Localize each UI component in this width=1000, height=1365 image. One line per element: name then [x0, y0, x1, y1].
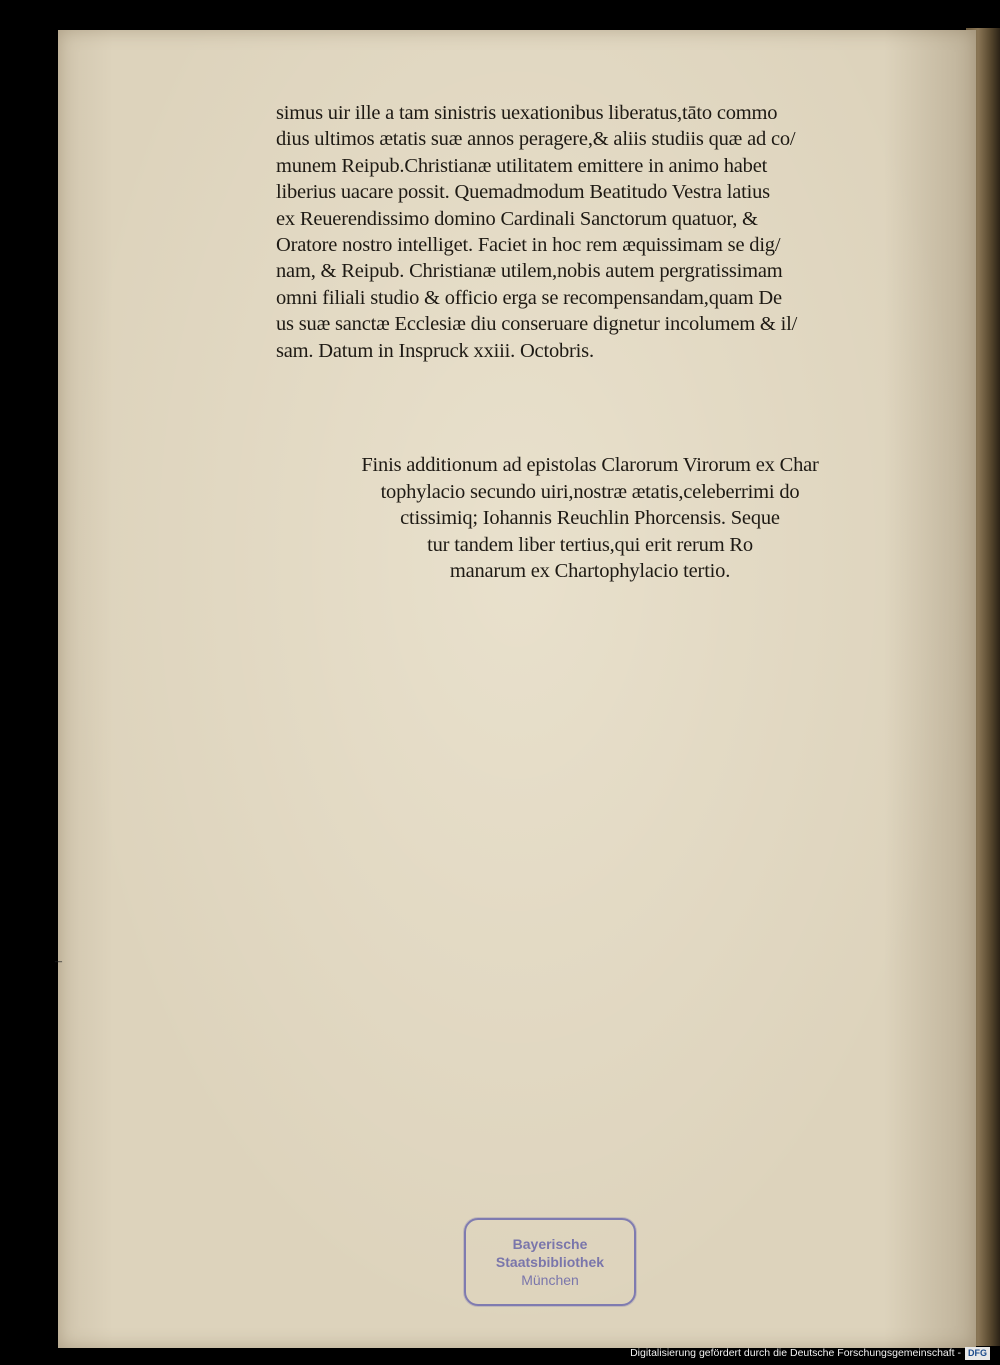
colophon-line: tur tandem liber tertius,qui erit rerum Ro [427, 533, 753, 556]
text-line: us suæ sanctæ Ecclesiæ diu conseruare dignetur incolumem & il/ [276, 313, 798, 336]
stamp-line-2: Staatsbibliothek [495, 1254, 605, 1270]
colophon-line: Finis additionum ad epistolas Clarorum Virorum ex Char [361, 454, 819, 476]
text-line: sam. Datum in Inspruck xxiii. Octobris. [276, 339, 594, 362]
digitization-footer [630, 1345, 990, 1361]
text-line: nam, & Reipub. Christianæ utilem,nobis autem pergratissimam [276, 260, 783, 283]
text-line: omni filiali studio & officio erga se recompensandam,quam De [276, 286, 782, 309]
library-stamp [464, 1218, 636, 1306]
colophon-line: ctissimiq; Iohannis Reuchlin Phorcensis. Seque [400, 507, 780, 530]
text-line: liberius uacare possit. Quemadmodum Beatitudo Vestra latius [276, 181, 770, 204]
colophon-block [280, 452, 900, 585]
dfg-logo-icon: DFG [965, 1347, 990, 1360]
stamp-line-3: München [521, 1272, 579, 1288]
footer-text: Digitalisierung gefördert durch die Deutsche Forschungsgemeinschaft - [630, 1347, 961, 1359]
margin-mark: – [55, 954, 62, 969]
colophon-line: manarum ex Chartophylacio tertio. [449, 560, 731, 583]
letter-text-block [276, 100, 896, 364]
text-line: dius ultimos ætatis suæ annos peragere,& aliis studiis quæ ad co/ [276, 128, 796, 151]
text-line: ex Reuerendissimo domino Cardinali Sanctorum quatuor, & [276, 207, 758, 230]
text-line: Oratore nostro intelliget. Faciet in hoc rem æquissimam se dig/ [276, 234, 781, 257]
colophon-line: tophylacio secundo uiri,nostræ ætatis,celeberrimi do [380, 480, 800, 503]
text-line: simus uir ille a tam sinistris uexationibus liberatus,tāto commo [276, 102, 778, 124]
stamp-line-1: Bayerische [512, 1236, 588, 1252]
text-line: munem Reipub.Christianæ utilitatem emittere in animo habet [276, 154, 768, 177]
